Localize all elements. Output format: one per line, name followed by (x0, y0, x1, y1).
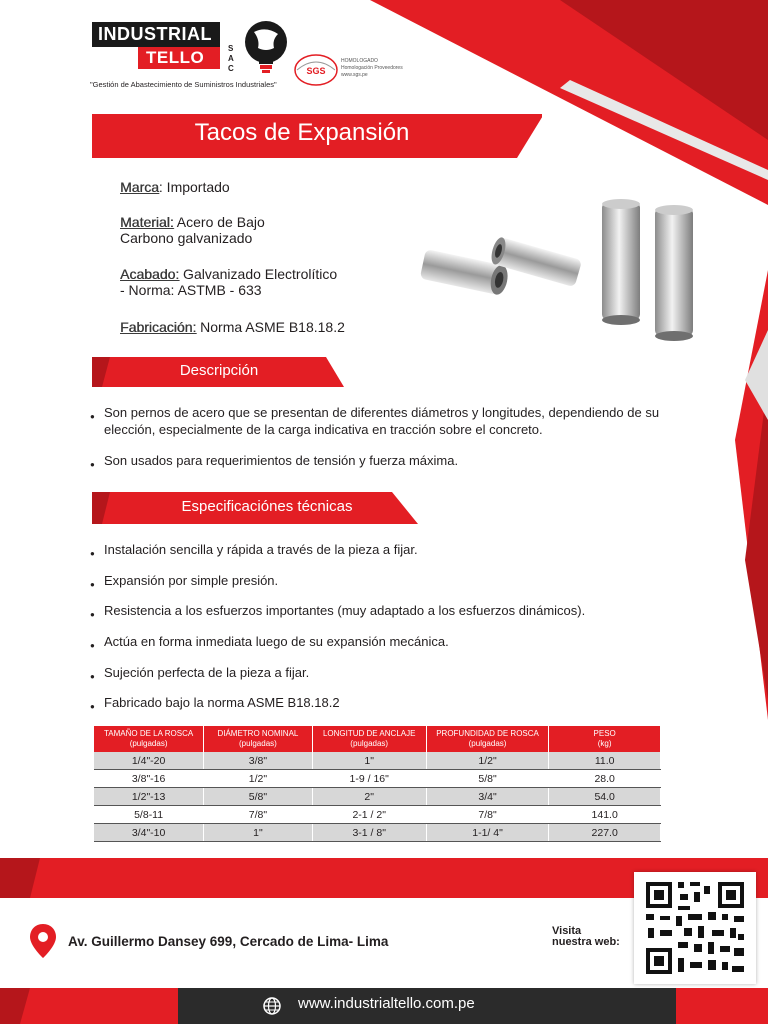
table-cell: 5/8" (204, 788, 312, 806)
footer-address: Av. Guillermo Dansey 699, Cercado de Lima- Lima (68, 934, 389, 949)
cert-text: HOMOLOGADO Homologación Proveedores www.sgs.pe (341, 58, 403, 78)
table-cell: 1" (204, 824, 312, 842)
table-row (94, 770, 661, 788)
table-header-row (94, 726, 661, 752)
table-header-cell: DIÁMETRO NOMINAL (pulgadas) (204, 726, 312, 752)
visit-label: Visita nuestra web: (552, 925, 620, 948)
table-header-cell: TAMAÑO DE LA ROSCA (pulgadas) (94, 726, 204, 752)
logo-brand-top: INDUSTRIAL (92, 22, 220, 47)
description-heading: Descripción (179, 362, 259, 379)
website-link[interactable]: www.industrialtello.com.pe (298, 995, 475, 1012)
technical-bullet: ● Actúa en forma inmediata luego de su expansión mecánica. (90, 633, 680, 650)
table-cell: 3-1 / 8" (312, 824, 426, 842)
table-cell: 1/4"-20 (94, 752, 204, 770)
technical-bullet: ● Fabricado bajo la norma ASME B18.18.2 (90, 694, 680, 711)
table-header-cell: PESO (kg) (549, 726, 661, 752)
table-cell: 3/8"-16 (94, 770, 204, 788)
table-cell: 141.0 (549, 806, 661, 824)
technical-heading: Especificaciónes técnicas (181, 498, 353, 515)
spec-material: Material: Acero de Bajo Carbono galvanizado (120, 214, 265, 246)
logo-suffix: S A C (228, 44, 234, 73)
table-cell: 1" (312, 752, 426, 770)
spec-acabado: Acabado: Galvanizado Electrolítico - Norma: ASTMB - 633 (120, 266, 338, 298)
location-pin-icon (30, 924, 56, 958)
table-row (94, 788, 661, 806)
spec-fabricacion: Fabricación: Norma ASME B18.18.2 (120, 319, 345, 335)
technical-bullet: ● Instalación sencilla y rápida a través de la pieza a fijar. (90, 541, 680, 558)
technical-bullet: ● Expansión por simple presión. (90, 572, 680, 589)
globe-icon (262, 996, 282, 1016)
description-bullet: ● Son pernos de acero que se presentan de diferentes diámetros y longitudes, dependiendo de su elección, especialmente de la carga indicativa en tracción sobre el concreto. (90, 404, 680, 438)
table-row (94, 806, 661, 824)
logo-brand-bottom: TELLO (138, 47, 220, 69)
table-row (94, 824, 661, 842)
qr-code[interactable] (634, 872, 756, 984)
table-cell: 3/4"-10 (94, 824, 204, 842)
page-title: Tacos de Expansión (194, 119, 410, 146)
technical-bullet: ● Sujeción perfecta de la pieza a fijar. (90, 664, 680, 681)
description-bullet: ● Son usados para requerimientos de tensión y fuerza máxima. (90, 452, 680, 469)
table-cell: 1-9 / 16" (312, 770, 426, 788)
expansion-anchors-photo (412, 192, 712, 342)
table-cell: 227.0 (549, 824, 661, 842)
company-tagline: "Gestión de Abastecimiento de Suministros Industriales" (90, 80, 277, 89)
table-cell: 1-1/ 4" (426, 824, 549, 842)
specs-table (94, 726, 661, 842)
table-header-cell: LONGITUD DE ANCLAJE (pulgadas) (312, 726, 426, 752)
table-cell: 1/2" (426, 752, 549, 770)
lightbulb-globe-icon (240, 18, 292, 78)
table-cell: 3/4" (426, 788, 549, 806)
company-logo (92, 22, 220, 69)
table-header-cell: PROFUNDIDAD DE ROSCA (pulgadas) (426, 726, 549, 752)
table-cell: 54.0 (549, 788, 661, 806)
table-cell: 7/8" (204, 806, 312, 824)
sgs-cert-icon (293, 52, 339, 88)
table-cell: 7/8" (426, 806, 549, 824)
table-cell: 5/8-11 (94, 806, 204, 824)
table-row (94, 752, 661, 770)
table-cell: 1/2" (204, 770, 312, 788)
title-band (92, 112, 542, 160)
table-cell: 1/2"-13 (94, 788, 204, 806)
table-cell: 2" (312, 788, 426, 806)
sgs-logo-text: SGS (306, 66, 326, 76)
table-cell: 2-1 / 2" (312, 806, 426, 824)
table-cell: 3/8" (204, 752, 312, 770)
technical-bullet: ● Resistencia a los esfuerzos importantes (muy adaptado a los esfuerzos dinámicos). (90, 602, 680, 619)
table-cell: 11.0 (549, 752, 661, 770)
table-cell: 5/8" (426, 770, 549, 788)
spec-marca: Marca: Importado (120, 179, 230, 195)
table-cell: 28.0 (549, 770, 661, 788)
